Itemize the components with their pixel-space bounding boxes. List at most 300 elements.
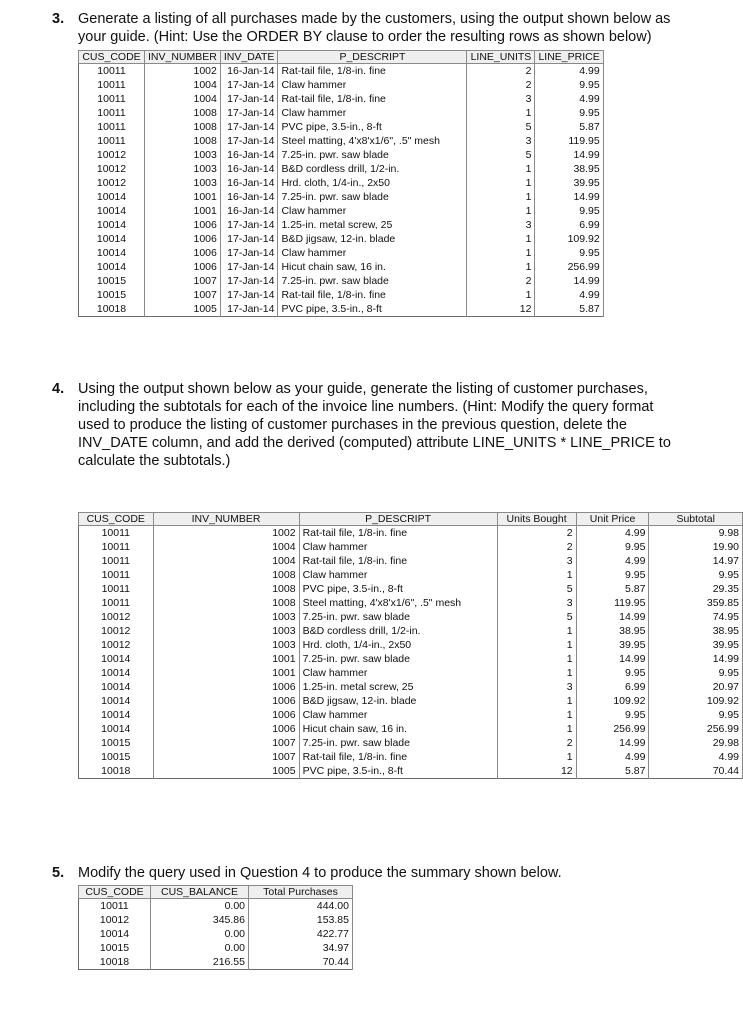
question-5 bbox=[52, 864, 712, 882]
table-cell: 10011 bbox=[79, 92, 145, 106]
column-header: P_DESCRIPT bbox=[278, 51, 467, 64]
table-cell: 9.98 bbox=[649, 526, 743, 541]
table-cell: 1001 bbox=[145, 204, 221, 218]
table-cell: 0.00 bbox=[151, 941, 249, 955]
table-cell: 153.85 bbox=[249, 913, 353, 927]
table-row bbox=[79, 694, 743, 708]
table-cell: 109.92 bbox=[535, 232, 603, 246]
table-header-row bbox=[79, 51, 604, 64]
table-cell: 119.95 bbox=[576, 596, 649, 610]
table-cell: 10012 bbox=[79, 148, 145, 162]
table-cell: 2 bbox=[467, 274, 535, 288]
table-cell: 10011 bbox=[79, 106, 145, 120]
table-cell: Rat-tail file, 1/8-in. fine bbox=[278, 64, 467, 79]
table-cell: 2 bbox=[497, 736, 576, 750]
table-row bbox=[79, 638, 743, 652]
table-cell: 9.95 bbox=[535, 78, 603, 92]
table-row bbox=[79, 568, 743, 582]
table-cell: 7.25-in. pwr. saw blade bbox=[278, 190, 467, 204]
table-row bbox=[79, 526, 743, 541]
table-cell: 12 bbox=[497, 764, 576, 779]
table-cell: 1 bbox=[467, 106, 535, 120]
column-header: P_DESCRIPT bbox=[299, 513, 497, 526]
table-cell: Claw hammer bbox=[278, 204, 467, 218]
question-number: 3. bbox=[52, 11, 65, 27]
question-line: Using the output shown below as your guide, generate the listing of customer purchases, bbox=[78, 381, 648, 397]
table-row bbox=[79, 913, 353, 927]
table-cell: 10015 bbox=[79, 274, 145, 288]
table-cell: 3 bbox=[497, 680, 576, 694]
table-cell: 9.95 bbox=[649, 666, 743, 680]
table-cell: 4.99 bbox=[535, 288, 603, 302]
table-cell: 17-Jan-14 bbox=[220, 106, 278, 120]
table-row bbox=[79, 204, 604, 218]
table-cell: 16-Jan-14 bbox=[220, 190, 278, 204]
table-row bbox=[79, 134, 604, 148]
question-5-text bbox=[52, 864, 712, 882]
table-row bbox=[79, 302, 604, 317]
table-cell: 1006 bbox=[145, 232, 221, 246]
table-cell: 109.92 bbox=[576, 694, 649, 708]
column-header: CUS_BALANCE bbox=[151, 886, 249, 899]
table-cell: 1006 bbox=[145, 260, 221, 274]
table-cell: 9.95 bbox=[535, 246, 603, 260]
table-cell: 1002 bbox=[153, 526, 299, 541]
table-row bbox=[79, 190, 604, 204]
column-header: Units Bought bbox=[497, 513, 576, 526]
table-cell: 14.99 bbox=[576, 610, 649, 624]
table-cell: 1 bbox=[467, 246, 535, 260]
column-header: CUS_CODE bbox=[79, 513, 154, 526]
table-cell: 9.95 bbox=[535, 204, 603, 218]
table-cell: PVC pipe, 3.5-in., 8-ft bbox=[299, 582, 497, 596]
table-cell: 7.25-in. pwr. saw blade bbox=[299, 610, 497, 624]
table-cell: Rat-tail file, 1/8-in. fine bbox=[278, 92, 467, 106]
table-cell: B&D cordless drill, 1/2-in. bbox=[299, 624, 497, 638]
table-cell: 4.99 bbox=[535, 64, 603, 79]
table-cell: 1 bbox=[497, 708, 576, 722]
table-cell: 16-Jan-14 bbox=[220, 64, 278, 79]
table-cell: 17-Jan-14 bbox=[220, 232, 278, 246]
table-cell: 1005 bbox=[153, 764, 299, 779]
table-cell: 1007 bbox=[153, 736, 299, 750]
table-cell: 1.25-in. metal screw, 25 bbox=[278, 218, 467, 232]
table-cell: Rat-tail file, 1/8-in. fine bbox=[299, 526, 497, 541]
table-row bbox=[79, 120, 604, 134]
table-cell: 2 bbox=[497, 540, 576, 554]
table-row bbox=[79, 722, 743, 736]
table-cell: 1 bbox=[467, 190, 535, 204]
table-cell: 2 bbox=[467, 64, 535, 79]
table-cell: 7.25-in. pwr. saw blade bbox=[278, 148, 467, 162]
table-cell: B&D jigsaw, 12-in. blade bbox=[299, 694, 497, 708]
table-cell: 1 bbox=[467, 232, 535, 246]
column-header: LINE_UNITS bbox=[467, 51, 535, 64]
table-cell: 10014 bbox=[79, 927, 151, 941]
table-cell: 345.86 bbox=[151, 913, 249, 927]
table-cell: 9.95 bbox=[576, 540, 649, 554]
table-cell: 9.95 bbox=[649, 708, 743, 722]
table-cell: 16-Jan-14 bbox=[220, 148, 278, 162]
table-cell: 4.99 bbox=[576, 526, 649, 541]
table-row bbox=[79, 764, 743, 779]
table-cell: 10011 bbox=[79, 568, 154, 582]
question-4 bbox=[52, 380, 712, 470]
table-cell: Claw hammer bbox=[299, 568, 497, 582]
table-row bbox=[79, 582, 743, 596]
table-cell: 1007 bbox=[145, 288, 221, 302]
table-cell: 3 bbox=[467, 92, 535, 106]
table-cell: 10012 bbox=[79, 624, 154, 638]
table-cell: 1 bbox=[497, 666, 576, 680]
table-cell: 1002 bbox=[145, 64, 221, 79]
table-row bbox=[79, 596, 743, 610]
table-cell: 7.25-in. pwr. saw blade bbox=[299, 652, 497, 666]
table-cell: Hrd. cloth, 1/4-in., 2x50 bbox=[299, 638, 497, 652]
table-row bbox=[79, 610, 743, 624]
table-cell: 10014 bbox=[79, 260, 145, 274]
table-cell: 14.99 bbox=[535, 274, 603, 288]
table-cell: Claw hammer bbox=[299, 708, 497, 722]
table-row bbox=[79, 78, 604, 92]
table-cell: 10018 bbox=[79, 764, 154, 779]
table-row bbox=[79, 162, 604, 176]
table-cell: 1 bbox=[467, 260, 535, 274]
table-cell: 10014 bbox=[79, 666, 154, 680]
table-cell: Hicut chain saw, 16 in. bbox=[299, 722, 497, 736]
table-cell: Hicut chain saw, 16 in. bbox=[278, 260, 467, 274]
table-row bbox=[79, 941, 353, 955]
table-cell: 4.99 bbox=[576, 554, 649, 568]
table-cell: 5.87 bbox=[535, 120, 603, 134]
table-cell: 1006 bbox=[153, 722, 299, 736]
table-cell: 17-Jan-14 bbox=[220, 246, 278, 260]
table-cell: 10014 bbox=[79, 190, 145, 204]
table-cell: 29.35 bbox=[649, 582, 743, 596]
column-header: INV_DATE bbox=[220, 51, 278, 64]
table-row bbox=[79, 652, 743, 666]
question-number: 4. bbox=[52, 381, 65, 397]
table-cell: 17-Jan-14 bbox=[220, 260, 278, 274]
table-cell: 1005 bbox=[145, 302, 221, 317]
table-cell: 2 bbox=[497, 526, 576, 541]
table-row bbox=[79, 750, 743, 764]
table-cell: 7.25-in. pwr. saw blade bbox=[278, 274, 467, 288]
table-cell: 1 bbox=[497, 750, 576, 764]
table-cell: 3 bbox=[497, 596, 576, 610]
table-row bbox=[79, 246, 604, 260]
column-header: CUS_CODE bbox=[79, 51, 145, 64]
table-cell: 1 bbox=[467, 176, 535, 190]
table-cell: 1004 bbox=[153, 554, 299, 568]
table-cell: 34.97 bbox=[249, 941, 353, 955]
table-row bbox=[79, 148, 604, 162]
table-cell: 3 bbox=[497, 554, 576, 568]
table-cell: 14.99 bbox=[535, 148, 603, 162]
table-cell: 74.95 bbox=[649, 610, 743, 624]
question-line: Generate a listing of all purchases made by the customers, using the output shown below as bbox=[78, 11, 671, 27]
table-cell: 10011 bbox=[79, 554, 154, 568]
table-cell: 5.87 bbox=[576, 582, 649, 596]
table-row bbox=[79, 274, 604, 288]
table-cell: 1006 bbox=[153, 680, 299, 694]
table-cell: 14.99 bbox=[576, 736, 649, 750]
table-cell: 1 bbox=[467, 288, 535, 302]
table-cell: 5 bbox=[497, 582, 576, 596]
table-cell: 17-Jan-14 bbox=[220, 274, 278, 288]
table-row bbox=[79, 899, 353, 914]
table-cell: 10015 bbox=[79, 750, 154, 764]
table-cell: 20.97 bbox=[649, 680, 743, 694]
table-cell: 14.99 bbox=[649, 652, 743, 666]
column-header: LINE_PRICE bbox=[535, 51, 603, 64]
table-cell: Rat-tail file, 1/8-in. fine bbox=[299, 554, 497, 568]
table-cell: 444.00 bbox=[249, 899, 353, 914]
table-cell: 17-Jan-14 bbox=[220, 218, 278, 232]
table-cell: 16-Jan-14 bbox=[220, 162, 278, 176]
column-header: Total Purchases bbox=[249, 886, 353, 899]
table-cell: 3 bbox=[467, 134, 535, 148]
table-cell: 16-Jan-14 bbox=[220, 176, 278, 190]
table-cell: 10012 bbox=[79, 176, 145, 190]
table-cell: 3 bbox=[467, 218, 535, 232]
table-cell: 1 bbox=[497, 638, 576, 652]
table-cell: Claw hammer bbox=[278, 246, 467, 260]
table-cell: 1003 bbox=[153, 610, 299, 624]
table-row bbox=[79, 64, 604, 79]
table-cell: 10015 bbox=[79, 941, 151, 955]
table-cell: 10014 bbox=[79, 722, 154, 736]
question-number: 5. bbox=[52, 865, 65, 881]
question-line: used to produce the listing of customer purchases in the previous question, delete the bbox=[78, 417, 627, 433]
column-header: Unit Price bbox=[576, 513, 649, 526]
column-header: INV_NUMBER bbox=[145, 51, 221, 64]
question-line: including the subtotals for each of the invoice line numbers. (Hint: Modify the query format bbox=[78, 399, 654, 415]
table-cell: 9.95 bbox=[576, 666, 649, 680]
table-cell: 1001 bbox=[153, 666, 299, 680]
table-cell: 7.25-in. pwr. saw blade bbox=[299, 736, 497, 750]
table-cell: 9.95 bbox=[576, 568, 649, 582]
table-cell: 10011 bbox=[79, 134, 145, 148]
table-cell: 10014 bbox=[79, 218, 145, 232]
table-cell: 1008 bbox=[153, 596, 299, 610]
table-cell: 1003 bbox=[153, 624, 299, 638]
table-cell: 10012 bbox=[79, 162, 145, 176]
table-cell: 4.99 bbox=[535, 92, 603, 106]
table-cell: 10014 bbox=[79, 652, 154, 666]
table-cell: PVC pipe, 3.5-in., 8-ft bbox=[278, 302, 467, 317]
table-cell: 38.95 bbox=[535, 162, 603, 176]
table-cell: 38.95 bbox=[576, 624, 649, 638]
question-line: your guide. (Hint: Use the ORDER BY clause to order the resulting rows as shown below) bbox=[78, 29, 652, 45]
table-row bbox=[79, 624, 743, 638]
table-cell: 9.95 bbox=[649, 568, 743, 582]
table-cell: 10014 bbox=[79, 204, 145, 218]
table-cell: 17-Jan-14 bbox=[220, 302, 278, 317]
table-cell: Steel matting, 4'x8'x1/6", .5" mesh bbox=[299, 596, 497, 610]
table-cell: 1003 bbox=[145, 162, 221, 176]
table-cell: 1006 bbox=[145, 218, 221, 232]
table-cell: 5 bbox=[467, 120, 535, 134]
table-cell: 19.90 bbox=[649, 540, 743, 554]
table-cell: 10014 bbox=[79, 232, 145, 246]
table-cell: 12 bbox=[467, 302, 535, 317]
table-cell: PVC pipe, 3.5-in., 8-ft bbox=[278, 120, 467, 134]
question-5-result-table bbox=[78, 885, 353, 970]
table-cell: Claw hammer bbox=[278, 78, 467, 92]
table-cell: 70.44 bbox=[249, 955, 353, 970]
table-cell: 1003 bbox=[145, 176, 221, 190]
column-header: CUS_CODE bbox=[79, 886, 151, 899]
table-cell: 10012 bbox=[79, 610, 154, 624]
table-cell: 70.44 bbox=[649, 764, 743, 779]
table-cell: 38.95 bbox=[649, 624, 743, 638]
table-cell: 10015 bbox=[79, 736, 154, 750]
table-cell: Rat-tail file, 1/8-in. fine bbox=[299, 750, 497, 764]
table-cell: 39.95 bbox=[576, 638, 649, 652]
table-cell: 14.99 bbox=[576, 652, 649, 666]
table-row bbox=[79, 666, 743, 680]
table-cell: 1004 bbox=[145, 78, 221, 92]
table-row bbox=[79, 92, 604, 106]
table-cell: Claw hammer bbox=[299, 540, 497, 554]
table-cell: 1 bbox=[467, 162, 535, 176]
table-cell: 1008 bbox=[145, 106, 221, 120]
table-cell: 422.77 bbox=[249, 927, 353, 941]
table-cell: 4.99 bbox=[649, 750, 743, 764]
question-3-result-table bbox=[78, 50, 604, 317]
table-cell: 1004 bbox=[153, 540, 299, 554]
table-cell: Steel matting, 4'x8'x1/6", .5" mesh bbox=[278, 134, 467, 148]
table-cell: 29.98 bbox=[649, 736, 743, 750]
table-cell: 1 bbox=[497, 624, 576, 638]
table-cell: 109.92 bbox=[649, 694, 743, 708]
table-cell: 10018 bbox=[79, 955, 151, 970]
table-cell: 5 bbox=[497, 610, 576, 624]
table-cell: 10012 bbox=[79, 913, 151, 927]
table-cell: B&D jigsaw, 12-in. blade bbox=[278, 232, 467, 246]
table-cell: 17-Jan-14 bbox=[220, 92, 278, 106]
table-cell: 5 bbox=[467, 148, 535, 162]
table-cell: 16-Jan-14 bbox=[220, 204, 278, 218]
table-row bbox=[79, 218, 604, 232]
table-cell: 39.95 bbox=[535, 176, 603, 190]
table-row bbox=[79, 708, 743, 722]
table-row bbox=[79, 554, 743, 568]
table-cell: 5.87 bbox=[576, 764, 649, 779]
table-cell: 6.99 bbox=[535, 218, 603, 232]
table-row bbox=[79, 927, 353, 941]
table-cell: 1 bbox=[497, 694, 576, 708]
table-cell: 10011 bbox=[79, 582, 154, 596]
table-cell: 10012 bbox=[79, 638, 154, 652]
table-cell: 10011 bbox=[79, 64, 145, 79]
table-cell: 1006 bbox=[145, 246, 221, 260]
table-row bbox=[79, 176, 604, 190]
question-line: INV_DATE column, and add the derived (computed) attribute LINE_UNITS * LINE_PRICE to bbox=[78, 435, 671, 451]
table-cell: 1 bbox=[497, 652, 576, 666]
table-cell: 9.95 bbox=[576, 708, 649, 722]
table-row bbox=[79, 540, 743, 554]
table-cell: 1001 bbox=[145, 190, 221, 204]
table-cell: 14.97 bbox=[649, 554, 743, 568]
table-row bbox=[79, 106, 604, 120]
table-row bbox=[79, 232, 604, 246]
table-cell: 1003 bbox=[153, 638, 299, 652]
table-row bbox=[79, 680, 743, 694]
question-4-text bbox=[52, 380, 712, 470]
table-cell: 6.99 bbox=[576, 680, 649, 694]
table-cell: 17-Jan-14 bbox=[220, 78, 278, 92]
question-3 bbox=[52, 10, 712, 46]
table-cell: 1008 bbox=[145, 134, 221, 148]
table-cell: 119.95 bbox=[535, 134, 603, 148]
question-line: calculate the subtotals.) bbox=[78, 453, 231, 469]
table-cell: 10011 bbox=[79, 78, 145, 92]
table-header-row bbox=[79, 886, 353, 899]
table-cell: 10011 bbox=[79, 899, 151, 914]
table-cell: Claw hammer bbox=[278, 106, 467, 120]
table-cell: 10011 bbox=[79, 540, 154, 554]
table-cell: 1008 bbox=[153, 568, 299, 582]
table-cell: 1.25-in. metal screw, 25 bbox=[299, 680, 497, 694]
table-cell: 1004 bbox=[145, 92, 221, 106]
column-header: Subtotal bbox=[649, 513, 743, 526]
table-cell: 10014 bbox=[79, 246, 145, 260]
table-cell: 1001 bbox=[153, 652, 299, 666]
column-header: INV_NUMBER bbox=[153, 513, 299, 526]
table-cell: 10015 bbox=[79, 288, 145, 302]
table-cell: 256.99 bbox=[576, 722, 649, 736]
table-cell: 4.99 bbox=[576, 750, 649, 764]
table-cell: Hrd. cloth, 1/4-in., 2x50 bbox=[278, 176, 467, 190]
table-cell: 1007 bbox=[153, 750, 299, 764]
table-cell: 256.99 bbox=[649, 722, 743, 736]
table-cell: PVC pipe, 3.5-in., 8-ft bbox=[299, 764, 497, 779]
table-cell: 256.99 bbox=[535, 260, 603, 274]
table-cell: Rat-tail file, 1/8-in. fine bbox=[278, 288, 467, 302]
table-cell: 0.00 bbox=[151, 927, 249, 941]
table-cell: 216.55 bbox=[151, 955, 249, 970]
table-cell: 9.95 bbox=[535, 106, 603, 120]
table-header-row bbox=[79, 513, 743, 526]
table-row bbox=[79, 260, 604, 274]
table-cell: 1006 bbox=[153, 694, 299, 708]
table-cell: 359.85 bbox=[649, 596, 743, 610]
table-cell: 2 bbox=[467, 78, 535, 92]
question-3-text bbox=[52, 10, 712, 46]
table-cell: 10014 bbox=[79, 708, 154, 722]
table-cell: 17-Jan-14 bbox=[220, 288, 278, 302]
table-row bbox=[79, 955, 353, 970]
table-cell: 39.95 bbox=[649, 638, 743, 652]
table-cell: 1003 bbox=[145, 148, 221, 162]
table-row bbox=[79, 736, 743, 750]
table-cell: 10011 bbox=[79, 120, 145, 134]
table-cell: 10018 bbox=[79, 302, 145, 317]
table-cell: 1 bbox=[467, 204, 535, 218]
question-4-result-table bbox=[78, 512, 743, 779]
table-cell: 17-Jan-14 bbox=[220, 134, 278, 148]
table-cell: 0.00 bbox=[151, 899, 249, 914]
question-line: Modify the query used in Question 4 to produce the summary shown below. bbox=[78, 865, 562, 881]
table-cell: 17-Jan-14 bbox=[220, 120, 278, 134]
table-cell: Claw hammer bbox=[299, 666, 497, 680]
table-cell: 1 bbox=[497, 722, 576, 736]
table-cell: B&D cordless drill, 1/2-in. bbox=[278, 162, 467, 176]
table-cell: 14.99 bbox=[535, 190, 603, 204]
table-row bbox=[79, 288, 604, 302]
